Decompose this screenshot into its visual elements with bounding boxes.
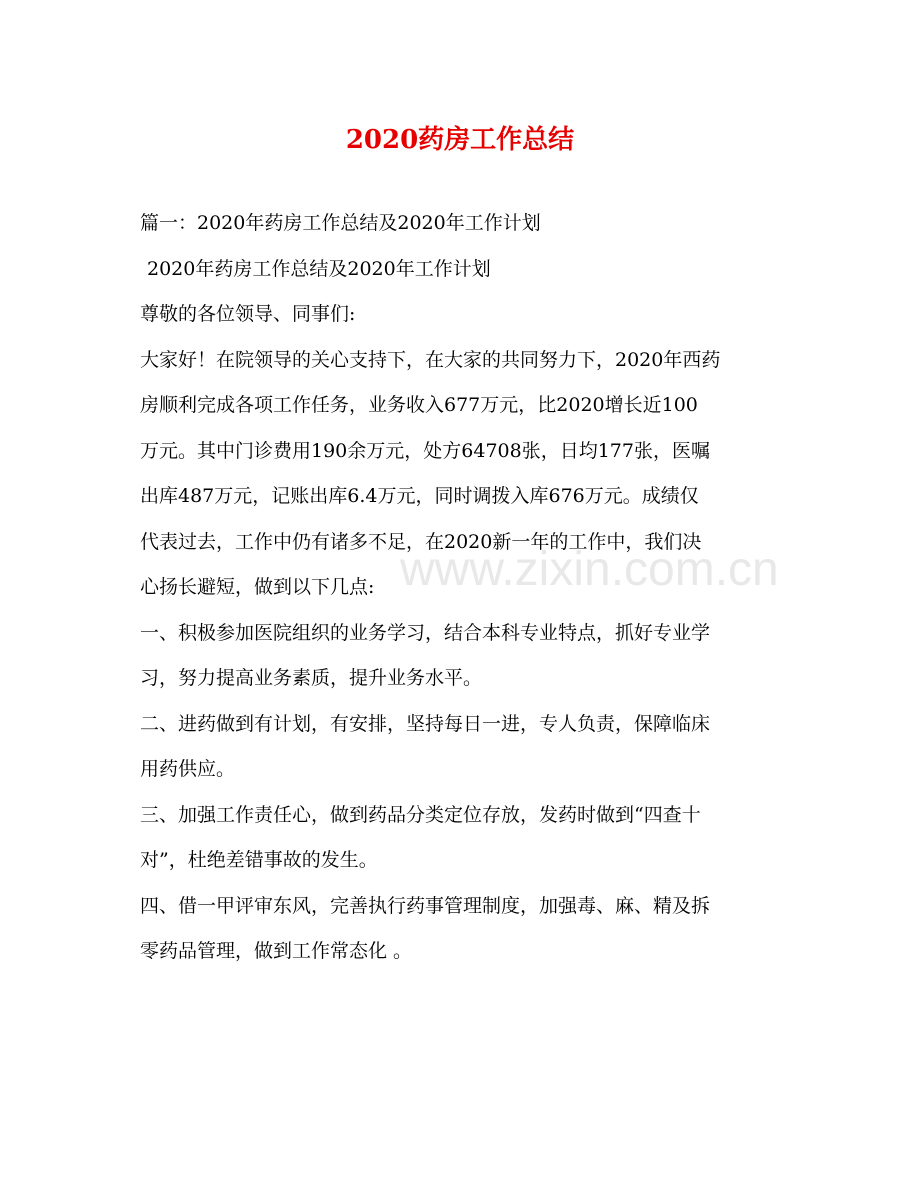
paragraph-line: 代表过去，工作中仍有诸多不足，在2020新一年的工作中，我们决 [140, 530, 702, 553]
list-item-1-line: 习，努力提高业务素质，提升业务水平。 [140, 667, 483, 689]
list-item-3-line: 三、加强工作责任心，做到药品分类定位存放，发药时做到“四查十 [140, 803, 701, 826]
list-item-2-line: 二、进药做到有计划，有安排，坚持每日一进，专人负责，保障临床 [140, 712, 711, 735]
salutation: 尊敬的各位领导、同事们: [140, 303, 356, 325]
paragraph-line: 房顺利完成各项工作任务，业务收入677万元，比2020增长近100 [140, 394, 698, 416]
document-body [140, 201, 780, 975]
list-item-2-line: 用药供应。 [140, 758, 236, 780]
watermark: www.zixin.com.cn [400, 543, 779, 596]
subheading: 2020年药房工作总结及2020年工作计划 [147, 257, 491, 280]
paragraph-line: 心扬长避短，做到以下几点: [140, 576, 375, 598]
section-heading: 篇一：2020年药房工作总结及2020年工作计划 [140, 212, 541, 234]
list-item-4-line: 四、借一甲评审东风，完善执行药事管理制度，加强毒、麻、精及拆 [140, 894, 711, 917]
paragraph-line: 万元。其中门诊费用190余万元，处方64708张，日均177张，医嘱 [140, 439, 710, 462]
list-item-4-line: 零药品管理，做到工作常态化 。 [140, 940, 413, 962]
paragraph-line: 出库487万元，记账出库6.4万元，同时调拨入库676万元。成绩仅 [140, 485, 699, 507]
paragraph-line: 大家好！在院领导的关心支持下，在大家的共同努力下，2020年西药 [140, 348, 721, 371]
page-title: 2020药房工作总结 [345, 125, 575, 155]
list-item-3-line: 对”，杜绝差错事故的发生。 [140, 849, 378, 871]
list-item-1-line: 一、积极参加医院组织的业务学习，结合本科专业特点，抓好专业学 [140, 621, 711, 644]
